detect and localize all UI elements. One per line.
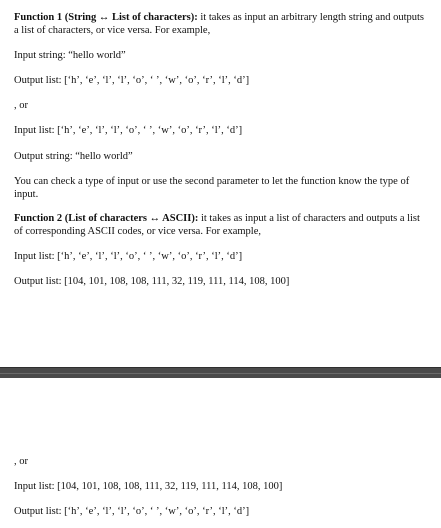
function-1-paragraph bbox=[14, 11, 427, 37]
f1-or-separator: , or bbox=[14, 100, 28, 111]
f1-output-string: Output string: “hello world” bbox=[14, 151, 133, 162]
f1-input-list: Input list: [‘h’, ‘e’, ‘l’, ‘l’, ‘o’, ‘ ’, ‘w’, ‘o’, ‘r’, ‘l’, ‘d’] bbox=[14, 125, 243, 136]
f1-note: You can check a type of input or use the second parameter to let the function know the type of input. bbox=[14, 176, 410, 200]
function-2-heading: Function 2 (List of characters ↔ ASCII): bbox=[14, 213, 199, 224]
f2-or-separator: , or bbox=[14, 456, 28, 467]
function-1-heading: Function 1 (String ↔ List of characters): bbox=[14, 12, 198, 23]
function-1-description: it takes as input an arbitrary length string and outputs a list of characters, or vice versa. For example, bbox=[14, 12, 425, 36]
f1-input-string: Input string: “hello world” bbox=[14, 50, 126, 61]
f2-output-list: Output list: [104, 101, 108, 108, 111, 32, 119, 111, 114, 108, 100] bbox=[14, 276, 290, 287]
function-2-description: it takes as input a list of characters and outputs a list of corresponding ASCII codes, or vice versa. For example, bbox=[14, 213, 420, 237]
f2-input-list: Input list: [‘h’, ‘e’, ‘l’, ‘l’, ‘o’, ‘ ’, ‘w’, ‘o’, ‘r’, ‘l’, ‘d’] bbox=[14, 251, 243, 262]
f2-output-list-chars: Output list: [‘h’, ‘e’, ‘l’, ‘l’, ‘o’, ‘ ’, ‘w’, ‘o’, ‘r’, ‘l’, ‘d’] bbox=[14, 506, 250, 517]
f1-output-list: Output list: [‘h’, ‘e’, ‘l’, ‘l’, ‘o’, ‘ ’, ‘w’, ‘o’, ‘r’, ‘l’, ‘d’] bbox=[14, 75, 250, 86]
function-2-paragraph bbox=[14, 212, 427, 238]
f2-input-list-ascii: Input list: [104, 101, 108, 108, 111, 32, 119, 111, 114, 108, 100] bbox=[14, 481, 283, 492]
document-page-2 bbox=[0, 378, 441, 528]
